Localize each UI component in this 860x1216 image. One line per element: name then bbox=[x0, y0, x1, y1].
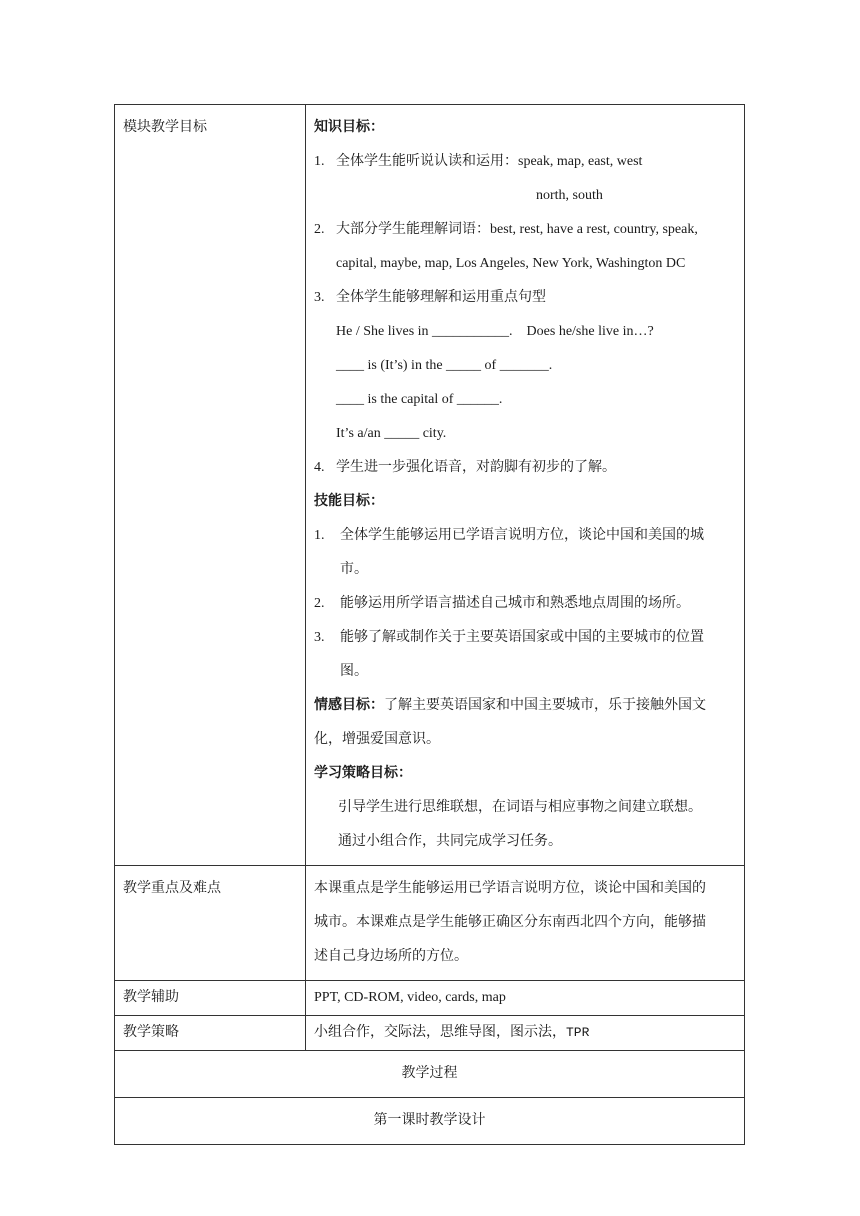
item-text: 全体学生能够理解和运用重点句型 bbox=[336, 290, 546, 305]
emotion-text-continuation: 化，增强爱国意识。 bbox=[314, 732, 440, 747]
list-item-continuation: 图。 bbox=[340, 664, 368, 679]
emotion-text: 了解主要英语国家和中国主要城市，乐于接触外国文 bbox=[384, 698, 706, 713]
strategy-value-tpr: TPR bbox=[566, 1025, 590, 1040]
table-row bbox=[115, 866, 745, 981]
objectives-label: 模块教学目标 bbox=[115, 105, 306, 866]
list-item bbox=[314, 587, 736, 621]
strategy-value bbox=[306, 1016, 745, 1051]
process-header: 教学过程 bbox=[115, 1051, 745, 1098]
lesson-header: 第一课时教学设计 bbox=[115, 1098, 745, 1145]
table-row bbox=[115, 105, 745, 866]
lesson-plan-table bbox=[114, 104, 745, 1145]
list-item bbox=[314, 519, 736, 553]
skill-heading: 技能目标： bbox=[314, 494, 384, 509]
key-points-line: 城市。本课难点是学生能够正确区分东南西北四个方向，能够描 bbox=[314, 915, 706, 930]
item-text: 全体学生能听说认读和运用：speak, map, east, west bbox=[336, 154, 643, 169]
table-row bbox=[115, 1016, 745, 1051]
table-row bbox=[115, 1051, 745, 1098]
aids-label: 教学辅助 bbox=[115, 981, 306, 1016]
emotion-objective bbox=[314, 689, 736, 723]
aids-value: PPT, CD-ROM, video, cards, map bbox=[306, 981, 745, 1016]
item-text: 能够了解或制作关于主要英语国家或中国的主要城市的位置 bbox=[340, 630, 704, 645]
emotion-heading: 情感目标： bbox=[314, 698, 384, 713]
item-number: 3. bbox=[314, 630, 325, 645]
list-item-continuation: 市。 bbox=[340, 562, 368, 577]
list-item bbox=[314, 281, 736, 315]
item-number: 4. bbox=[314, 460, 325, 475]
key-points-line: 本课重点是学生能够运用已学语言说明方位，谈论中国和美国的 bbox=[314, 881, 706, 896]
sentence-pattern: ____ is (It’s) in the _____ of _______. bbox=[336, 358, 553, 373]
knowledge-heading: 知识目标： bbox=[314, 120, 384, 135]
key-points-content bbox=[306, 866, 745, 981]
item-text: 能够运用所学语言描述自己城市和熟悉地点周围的场所。 bbox=[340, 596, 690, 611]
key-points-label: 教学重点及难点 bbox=[115, 866, 306, 981]
strategy-line: 引导学生进行思维联想，在词语与相应事物之间建立联想。 bbox=[338, 800, 702, 815]
item-number: 2. bbox=[314, 222, 325, 237]
list-item bbox=[314, 621, 736, 655]
key-points-line: 述自己身边场所的方位。 bbox=[314, 949, 468, 964]
item-number: 1. bbox=[314, 528, 325, 543]
list-item-continuation: capital, maybe, map, Los Angeles, New York, Washington DC bbox=[336, 256, 686, 271]
list-item-continuation: north, south bbox=[536, 188, 603, 203]
strategy-heading: 学习策略目标： bbox=[314, 766, 412, 781]
objectives-content bbox=[306, 105, 745, 866]
list-item bbox=[314, 213, 736, 247]
sentence-pattern: It’s a/an _____ city. bbox=[336, 426, 447, 441]
item-text: 大部分学生能理解词语：best, rest, have a rest, country, speak, bbox=[336, 222, 698, 237]
sentence-pattern: ____ is the capital of ______. bbox=[336, 392, 503, 407]
item-text: 学生进一步强化语音，对韵脚有初步的了解。 bbox=[336, 460, 616, 475]
strategy-label: 教学策略 bbox=[115, 1016, 306, 1051]
list-item bbox=[314, 145, 736, 179]
item-number: 1. bbox=[314, 154, 325, 169]
table-row bbox=[115, 1098, 745, 1145]
item-text: 全体学生能够运用已学语言说明方位，谈论中国和美国的城 bbox=[340, 528, 704, 543]
item-number: 2. bbox=[314, 596, 325, 611]
list-item bbox=[314, 451, 736, 485]
sentence-pattern: He / She lives in ___________. Does he/she live in…? bbox=[336, 324, 654, 339]
strategy-line: 通过小组合作，共同完成学习任务。 bbox=[338, 834, 562, 849]
strategy-value-cn: 小组合作，交际法，思维导图，图示法， bbox=[314, 1025, 566, 1040]
item-number: 3. bbox=[314, 290, 325, 305]
table-row bbox=[115, 981, 745, 1016]
